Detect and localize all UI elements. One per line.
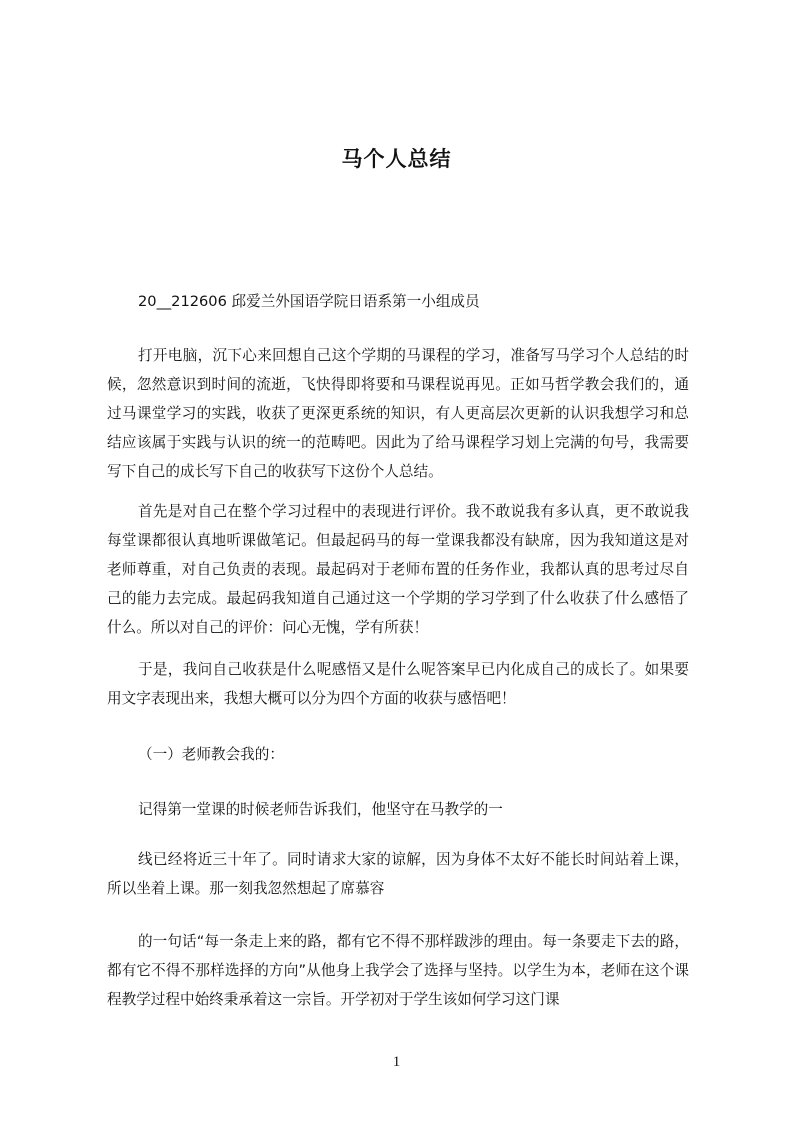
page-number: 1: [392, 1054, 401, 1070]
section-heading: （一）老师教会我的：: [138, 746, 284, 763]
author-line: 20__212606 邱爱兰外国语学院日语系第一小组成员: [138, 293, 480, 310]
document-title: 马个人总结: [341, 147, 452, 171]
paragraph-harvest: 于是，我问自己收获是什么呢感悟又是什么呢答案早已内化成自己的成长了。如果要用文字表现出来，我想大概可以分为四个方面的收获与感悟吧！: [107, 661, 689, 707]
paragraph-intro: 打开电脑，沉下心来回想自己这个学期的马课程的学习，准备写马学习个人总结的时候，忽然意识到时间的流逝，飞快得即将要和马课程说再见。正如马哲学教会我们的，通过马课堂学习的实践，收获了更深更系统的知识，有人更高层次更新的认识我想学习和总结应该属于实践与认识的统一的范畴吧。因此为了给马课程学习划上完满的句号，我需要写下自己的成长写下自己的收获写下这份个人总结。: [107, 347, 689, 480]
paragraph-quote: 的一句话“每一条走上来的路，都有它不得不那样跋涉的理由。每一条要走下去的路，都有它不得不那样选择的方向”从他身上我学会了选择与坚持。以学生为本，老师在这个课程教学过程中始终秉承着这一宗旨。开学初对于学生该如何学习这门课: [107, 933, 689, 1008]
paragraph-self-evaluation: 首先是对自己在整个学习过程中的表现进行评价。我不敢说我有多认真，更不敢说我每堂课都很认真地听课做笔记。但最起码马的每一堂课我都没有缺席，因为我知道这是对老师尊重，对自己负责的表现。最起码对于老师布置的任务作业，我都认真的思考过尽自己的能力去完成。最起码我知道自己通过这一个学期的学习学到了什么收获了什么感悟了什么。所以对自己的评价：问心无愧，学有所获！: [107, 503, 689, 636]
paragraph-teaching-years: 线已经将近三十年了。同时请求大家的谅解，因为身体不太好不能长时间站着上课，所以坐着上课。那一刻我忽然想起了席慕容: [107, 851, 689, 897]
paragraph-first-class: 记得第一堂课的时候老师告诉我们，他坚守在马教学的一: [138, 801, 503, 818]
